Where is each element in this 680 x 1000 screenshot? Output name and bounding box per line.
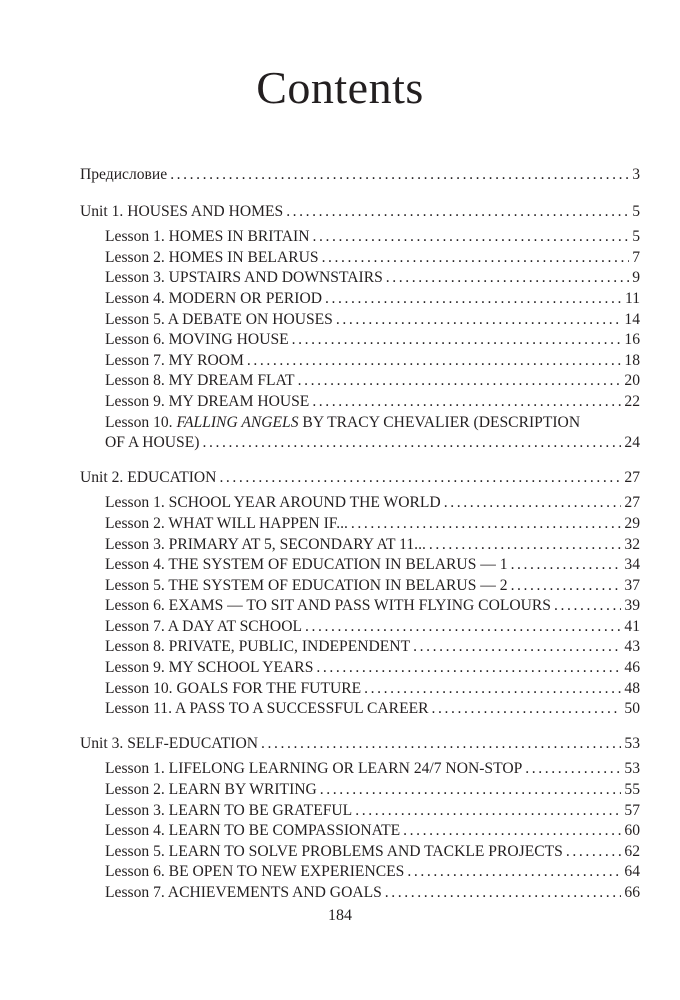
toc-lesson[interactable]	[80, 883, 640, 904]
toc-unit-title: Unit 3. SELF-EDUCATION	[80, 734, 259, 752]
leader-dots	[313, 227, 630, 248]
toc-lesson[interactable]	[80, 514, 640, 535]
toc-lesson[interactable]	[80, 555, 640, 576]
unit-2-lessons	[80, 493, 640, 720]
toc-page-number: 50	[624, 700, 640, 718]
toc-lesson-title: Lesson 8. MY DREAM FLAT	[105, 372, 295, 390]
leader-dots	[413, 637, 621, 658]
toc-lesson[interactable]	[80, 493, 640, 514]
toc-page-number: 29	[624, 514, 640, 532]
leader-dots	[292, 330, 622, 351]
toc-page-number: 11	[624, 289, 640, 307]
leader-dots	[364, 679, 621, 700]
toc-lesson-title: Lesson 9. MY DREAM HOUSE	[105, 392, 310, 410]
toc-lesson-title: Lesson 7. ACHIEVEMENTS AND GOALS	[105, 884, 382, 901]
toc-lesson[interactable]	[80, 842, 640, 863]
toc-lesson-title: Lesson 10. GOALS FOR THE FUTURE	[105, 679, 362, 697]
toc-page-number: 39	[624, 597, 640, 615]
leader-dots	[355, 801, 621, 822]
toc-lesson-title: Lesson 1. LIFELONG LEARNING OR LEARN 24/7 NON-STOP	[105, 760, 523, 778]
toc-lesson-title: Lesson 3. PRIMARY AT 5, SECONDARY AT 11...	[105, 535, 426, 553]
leader-dots	[432, 699, 622, 720]
toc-page-number: 46	[624, 659, 640, 677]
toc-page-number: 9	[632, 269, 640, 287]
toc-page-number: 66	[624, 884, 640, 901]
toc-page-number: 5	[632, 202, 640, 220]
toc-unit-3[interactable]	[80, 734, 640, 755]
toc-lesson[interactable]	[80, 780, 640, 801]
toc-lesson-title: Lesson 2. HOMES IN BELARUS	[105, 248, 319, 266]
toc-lesson-10[interactable]	[80, 413, 640, 454]
leader-dots	[511, 576, 622, 597]
toc-lesson-title: Lesson 6. EXAMS — TO SIT AND PASS WITH FLYING COLOURS	[105, 597, 551, 615]
toc-lesson[interactable]	[80, 576, 640, 597]
leader-dots	[511, 555, 622, 576]
leader-dots	[325, 289, 622, 310]
leader-dots	[316, 658, 621, 679]
toc-page-number: 20	[624, 372, 640, 390]
leader-dots	[247, 351, 622, 372]
toc-page-number: 64	[624, 863, 640, 881]
toc-page-number: 34	[624, 556, 640, 574]
leader-dots	[298, 371, 622, 392]
toc-lesson[interactable]	[80, 351, 640, 372]
toc-lesson-title: Lesson 2. WHAT WILL HAPPEN IF...	[105, 514, 348, 532]
toc-unit-1[interactable]	[80, 202, 640, 223]
leader-dots	[566, 842, 622, 863]
toc-lesson[interactable]	[80, 862, 640, 883]
toc-lesson[interactable]	[80, 371, 640, 392]
toc-lesson-title: Lesson 7. A DAY AT SCHOOL	[105, 617, 302, 635]
toc-lesson[interactable]	[80, 821, 640, 842]
toc-unit-2[interactable]	[80, 468, 640, 489]
leader-dots	[554, 596, 621, 617]
toc-lesson[interactable]	[80, 289, 640, 310]
toc-page-number: 27	[624, 468, 640, 486]
leader-dots	[386, 268, 629, 289]
toc-lesson-title: Lesson 1. HOMES IN BRITAIN	[105, 228, 310, 246]
leader-dots	[261, 734, 621, 755]
toc-page-number: 22	[624, 392, 640, 410]
page-title: Contents	[256, 62, 424, 113]
toc-lesson-title: Lesson 8. PRIVATE, PUBLIC, INDEPENDENT	[105, 638, 411, 656]
toc-page-number: 24	[624, 434, 640, 452]
page-number: 184	[328, 907, 352, 924]
toc-lesson-title: Lesson 6. BE OPEN TO NEW EXPERIENCES	[105, 863, 405, 881]
toc-page-number: 53	[624, 734, 640, 752]
toc-unit-title: Unit 2. EDUCATION	[80, 468, 217, 486]
leader-dots	[202, 433, 621, 454]
toc-lesson-title: Lesson 4. LEARN TO BE COMPASSIONATE	[105, 822, 401, 840]
toc-lesson[interactable]	[80, 596, 640, 617]
leader-dots	[286, 202, 629, 223]
leader-dots	[407, 862, 621, 883]
toc-lesson-title: Lesson 7. MY ROOM	[105, 351, 244, 369]
toc-lesson[interactable]	[80, 268, 640, 289]
toc-page-number: 43	[624, 638, 640, 656]
toc-page-number: 55	[624, 781, 640, 799]
toc-lesson[interactable]	[80, 679, 640, 700]
toc-lesson[interactable]	[80, 658, 640, 679]
toc-page-number: 3	[632, 166, 640, 183]
toc-lesson[interactable]	[80, 392, 640, 413]
toc-page-number: 14	[624, 310, 640, 328]
toc-lesson-title-prefix: Lesson 10.	[105, 413, 177, 431]
toc-lesson-title-rest: BY TRACY CHEVALIER (DESCRIPTION	[298, 413, 581, 431]
toc-page-number: 62	[624, 842, 640, 860]
toc-entry-preface[interactable]	[80, 165, 640, 186]
toc-lesson-title: Lesson 5. THE SYSTEM OF EDUCATION IN BELARUS — 2	[105, 576, 508, 594]
toc-page-number: 48	[624, 679, 640, 697]
toc-lesson-title: Lesson 1. SCHOOL YEAR AROUND THE WORLD	[105, 494, 441, 512]
toc-page-number: 16	[624, 331, 640, 349]
leader-dots	[320, 780, 622, 801]
toc-page-number: 60	[624, 822, 640, 840]
toc-page-number: 37	[624, 576, 640, 594]
toc-lesson[interactable]	[80, 330, 640, 351]
leader-dots	[219, 468, 621, 489]
toc-lesson[interactable]	[80, 535, 640, 556]
toc-lesson-title-italic: FALLING ANGELS	[176, 413, 299, 431]
toc-lesson[interactable]	[80, 699, 640, 720]
toc-page-number: 18	[624, 351, 640, 369]
toc-lesson-title: Lesson 6. MOVING HOUSE	[105, 331, 289, 349]
toc-lesson-title: Lesson 3. UPSTAIRS AND DOWNSTAIRS	[105, 269, 383, 287]
leader-dots	[385, 883, 622, 904]
leader-dots	[444, 493, 622, 514]
toc-lesson[interactable]	[80, 248, 640, 269]
toc-unit-title: Unit 1. HOUSES AND HOMES	[80, 202, 284, 220]
toc-page-number: 53	[624, 760, 640, 778]
toc-page-number: 41	[624, 617, 640, 635]
toc-lesson-title: Lesson 9. MY SCHOOL YEARS	[105, 659, 314, 677]
toc-lesson-title-line2: OF A HOUSE)	[105, 434, 200, 452]
toc-lesson-title: Lesson 2. LEARN BY WRITING	[105, 781, 317, 799]
toc-lesson[interactable]	[80, 227, 640, 248]
toc-lesson[interactable]	[80, 310, 640, 331]
toc-page-number: 5	[632, 228, 640, 246]
leader-dots	[351, 514, 622, 535]
unit-1-lessons	[80, 227, 640, 454]
leader-dots	[312, 392, 621, 413]
toc-page-number: 57	[624, 801, 640, 819]
toc-lesson[interactable]	[80, 759, 640, 780]
toc-page-number: 7	[632, 248, 640, 266]
table-of-contents	[80, 165, 640, 904]
leader-dots	[170, 165, 629, 186]
leader-dots	[305, 617, 621, 638]
toc-page-number: 32	[624, 535, 640, 553]
toc-lesson-title: Lesson 4. THE SYSTEM OF EDUCATION IN BELARUS — 1	[105, 556, 508, 574]
toc-lesson[interactable]	[80, 617, 640, 638]
leader-dots	[322, 248, 630, 269]
toc-lesson[interactable]	[80, 801, 640, 822]
toc-lesson-title: Lesson 4. MODERN OR PERIOD	[105, 289, 323, 307]
toc-lesson[interactable]	[80, 637, 640, 658]
leader-dots	[429, 535, 622, 556]
toc-page-number: 27	[624, 494, 640, 512]
toc-lesson-title: Lesson 11. A PASS TO A SUCCESSFUL CAREER	[105, 700, 429, 718]
unit-3-lessons	[80, 759, 640, 903]
toc-entry-title: Предисловие	[80, 166, 168, 183]
leader-dots	[403, 821, 621, 842]
toc-lesson-title: Lesson 5. A DEBATE ON HOUSES	[105, 310, 333, 328]
leader-dots	[336, 310, 622, 331]
toc-lesson-title: Lesson 3. LEARN TO BE GRATEFUL	[105, 801, 353, 819]
leader-dots	[525, 759, 621, 780]
toc-lesson-title: Lesson 5. LEARN TO SOLVE PROBLEMS AND TACKLE PROJECTS	[105, 842, 563, 860]
